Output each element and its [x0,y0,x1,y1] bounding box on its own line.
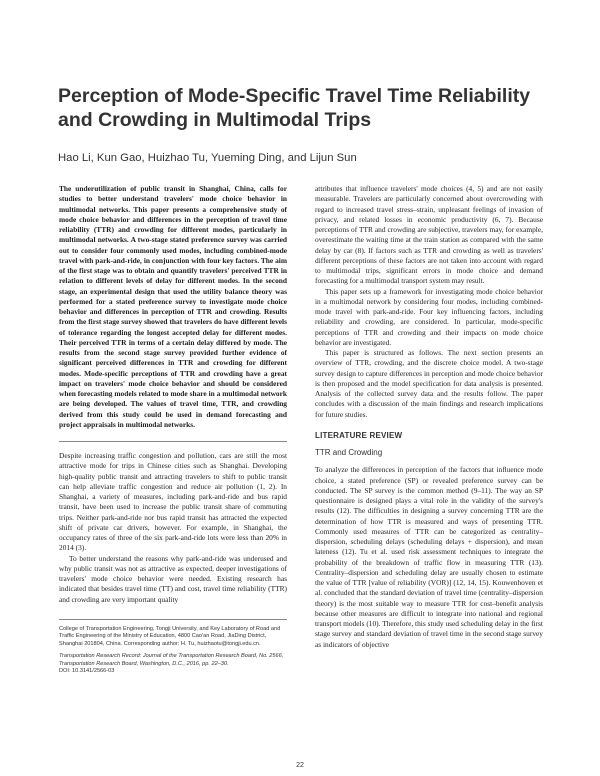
body-paragraph-4: To analyze the differences in perception of the factors that influence mode choice, a stated preference (SP) or revealed preference survey can be conducted. The SP survey is the common method (9–11). The way an SP questionnaire is designed plays a vital role in the validity of the survey's results (12). The difficulties in designing a survey concerning TTR are the determination of how TTR is measured and ways of presenting TTR. Commonly used measures of TTR can be categorized as centrality–dispersion, scheduling delays (scheduling delays + dispersion), and mean lateness (12). Tu et al. used risk assessment techniques to integrate the probability of the breakdown of traffic flow in measuring TTR (13). Centrality–dispersion and scheduling delay are usually chosen to estimate the value of TTR [value of reliability (VOR)] (12, 14, 15). Kouwenhoven et al. concluded that the standard deviation of travel time (centrality–dispersion theory) is the most suitable way to measure TTR for cost–benefit analysis because other measures are difficult to integrate into national and regional transport models (10). Therefore, this study used scheduling delay in the first stage survey and standard deviation of travel time in the second stage survey as indicators of objective [315,465,543,649]
doi: DOI: 10.3141/2566-03 [59,668,115,675]
left-column [59,184,287,676]
body-paragraph-1: attributes that influence travelers' mode choices (4, 5) and are not easily measurable. Travelers are particularly concerned about overcrowding with regard to increased travel stress–strain, unpleasant feelings of invasion of privacy, and related losses in economic productivity (6, 7). Because perceptions of TTR and crowding are subjective, travelers may, for example, overestimate the waiting time at the train station as compared with the same delay by car (8). If factors such as TTR and crowding as well as travelers' different perceptions of these factors are not taken into account with regard to multimodal trips, significant errors in mode choice and demand forecasting for a multimodal transport system may result. [315,184,543,286]
author-list: Hao Li, Kun Gao, Huizhao Tu, Yueming Ding, and Lijun Sun [58,152,357,164]
abstract-divider [59,441,287,442]
affiliation-note: College of Transportation Engineering, Tongji University, and Key Laboratory of Road and Traffic Engineering of the Ministry of Education, 4800 Cao'an Road, JiaDing District, Shanghai 201804, China. Corresponding author: H. Tu, huizhaotu@tongji.edu.cn. [59,625,281,647]
right-column [315,184,543,650]
page-number: 22 [296,762,304,769]
footnote-divider [59,619,287,620]
paper-title: Perception of Mode-Specific Travel Time Reliability and Crowding in Multimodal Trips [58,85,531,131]
body-paragraph-2: This paper sets up a framework for investigating mode choice behavior in a multimodal network by considering four modes, including combined-mode travel with park-and-ride. Four key influencing factors, including reliability and crowding, are considered. In particular, mode-specific perceptions of TTR and crowding and their impacts on mode choice behavior are investigated. [315,286,543,347]
subsection-heading: TTR and Crowding [315,448,383,457]
section-heading: LITERATURE REVIEW [315,430,403,440]
abstract: The underutilization of public transit in Shanghai, China, calls for studies to better understand travelers' mode choice behavior in multimodal networks. This paper presents a comprehensive study of mode choice behavior and differences in the perception of travel time reliability (TTR) and crowding for different modes, particularly in multimodal networks. A two-stage stated preference survey was carried out to consider four commonly used modes, including combined-mode travel with park-and-ride, in conjunction with four key factors. The aim of the first stage was to obtain and quantify travelers' perceived TTR in relation to different levels of delay for different modes. In the second stage, an experimental design that used the utility balance theory was performed for a stated preference survey to investigate mode choice behavior and differences in perception of TTR and crowding. Results from the first stage survey showed that travelers do have different levels of tolerance regarding the longest accepted delay for different modes. Their perceived TTR in terms of a certain delay differed by mode. The results from the second stage survey provided further evidence of significant perceived differences in TTR and crowding for different modes. Mode-specific perceptions of TTR and crowding have a great impact on travelers' mode choice behavior and should be considered when forecasting models related to mode share in a multimodal network are being developed. The values of travel time, TTR, and crowding derived from this study could be used in demand forecasting and project appraisals in multimodal networks. [59,184,287,429]
intro-paragraph-2: To better understand the reasons why park-and-ride was underused and why public transit was not as attractive as expected, deeper investigations of travelers' mode choice behavior were needed. Existing research has indicated that besides travel time (TT) and cost, travel time reliability (TTR) and crowding are very important quality [59,553,287,604]
body-paragraph-3: This paper is structured as follows. The next section presents an overview of TTR, crowding, and the discrete choice model. A two-stage survey design to capture differences in perception and mode choice behavior is then proposed and the model specification for data analysis is presented. Analysis of the collected survey data and the results follow. The paper concludes with a discussion of the main findings and research implications for future studies. [315,348,543,419]
intro-paragraph-1: Despite increasing traffic congestion and pollution, cars are still the most attractive mode for trips in Chinese cities such as Shanghai. Developing high-quality public transit and attracting travelers to shift to public transit can help alleviate traffic congestion and reduce air pollution (1, 2). In Shanghai, a variety of measures, including park-and-ride and bus rapid transit, have been used to increase the public transit share of commuting trips. Neither park-and-ride nor bus rapid transit has attracted the expected shift of private car drivers, however. For example, in Shanghai, the occupancy rates of three of the six park-and-ride lots were less than 20% in 2014 (3). [59,451,287,553]
journal-citation: Transportation Research Record: Journal of the Transportation Research Board, No. 2566, Transportation Research Board, Washington, D.C., 2016, pp. 22–30. [59,653,284,667]
